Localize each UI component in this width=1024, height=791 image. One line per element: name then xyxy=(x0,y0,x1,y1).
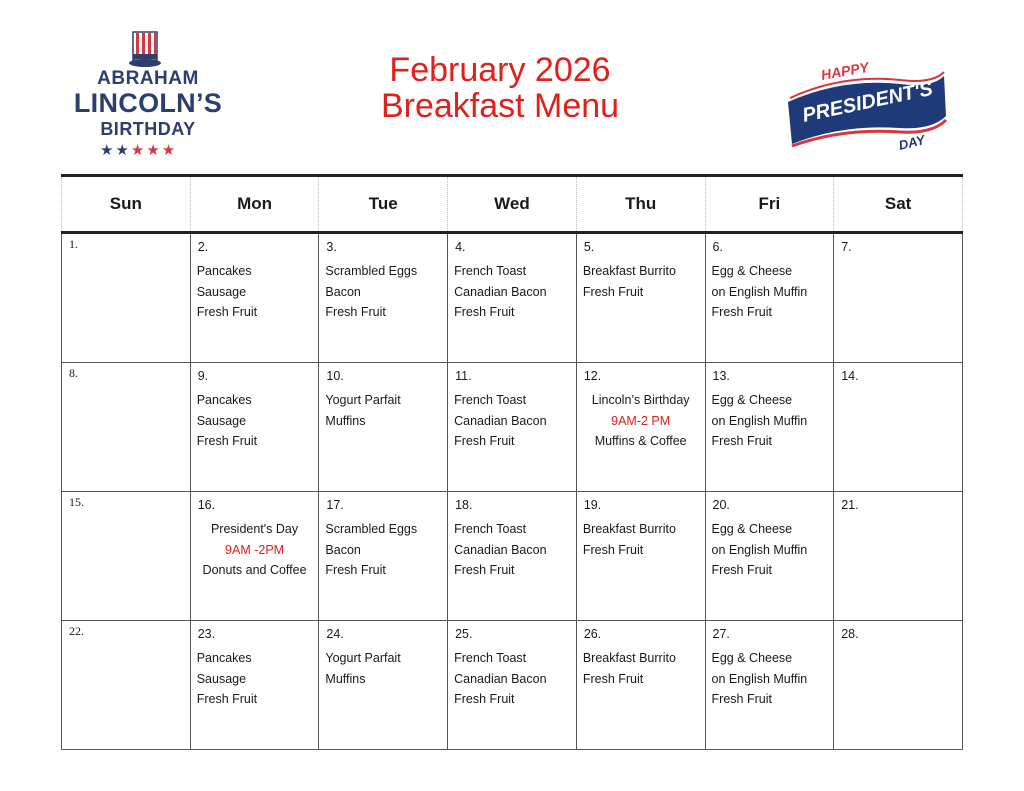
week-row xyxy=(62,621,963,750)
calendar-body xyxy=(62,233,963,750)
menu-items xyxy=(197,390,315,452)
lincoln-birthday-logo xyxy=(62,28,234,164)
menu-item: on English Muffin xyxy=(711,413,808,428)
menu-items xyxy=(197,648,315,710)
day-cell xyxy=(834,492,963,621)
day-number: 16. xyxy=(197,498,216,512)
menu-item: Breakfast Burrito xyxy=(582,264,676,278)
weekday-header: Fri xyxy=(705,176,834,233)
day-cell xyxy=(576,492,705,621)
day-cell xyxy=(319,621,448,750)
menu-item: Sausage xyxy=(196,413,247,428)
menu-items xyxy=(325,519,443,581)
menu-item: Bacon xyxy=(325,284,361,299)
menu-items xyxy=(325,648,443,689)
menu-item: Fresh Fruit xyxy=(582,671,644,686)
menu-items xyxy=(454,390,572,452)
menu-item: Donuts and Coffee xyxy=(202,563,307,578)
menu-item: Fresh Fruit xyxy=(711,563,772,578)
menu-item: Canadian Bacon xyxy=(454,542,547,557)
weekday-header: Wed xyxy=(448,176,577,233)
menu-item: Breakfast Burrito xyxy=(582,651,676,665)
menu-item: Scrambled Eggs xyxy=(325,264,418,278)
day-number: 24. xyxy=(326,627,344,641)
menu-item: Canadian Bacon xyxy=(454,413,547,428)
weekday-header: Mon xyxy=(190,176,319,233)
menu-item: Fresh Fruit xyxy=(711,692,772,707)
menu-item: Pancakes xyxy=(196,393,252,407)
menu-items xyxy=(712,261,830,323)
menu-item: Breakfast Burrito xyxy=(582,522,676,536)
day-number: 25. xyxy=(455,627,473,641)
menu-item: Fresh Fruit xyxy=(454,692,515,707)
day-cell xyxy=(190,363,319,492)
menu-items xyxy=(454,519,572,581)
day-number: 22. xyxy=(69,624,84,638)
day-cell xyxy=(834,363,963,492)
day-cell xyxy=(576,621,705,750)
uncle-sam-hat-icon xyxy=(128,30,162,70)
day-number: 3. xyxy=(326,240,337,254)
menu-item: on English Muffin xyxy=(711,542,808,557)
logo-text-lincolns: LINCOLN’S xyxy=(73,88,223,118)
menu-item: Fresh Fruit xyxy=(711,434,772,449)
stars-icon: ★★★★★ xyxy=(100,142,178,159)
day-number: 14. xyxy=(841,369,859,383)
day-cell xyxy=(62,363,191,492)
menu-items xyxy=(583,648,701,689)
menu-item: Muffins & Coffee xyxy=(594,434,687,449)
menu-item: Egg & Cheese xyxy=(711,264,793,278)
menu-item: Canadian Bacon xyxy=(454,671,547,686)
day-number: 27. xyxy=(712,627,730,641)
day-number: 1. xyxy=(69,237,78,251)
day-number: 12. xyxy=(583,369,602,383)
menu-item: Scrambled Eggs xyxy=(325,522,418,536)
menu-item: Fresh Fruit xyxy=(454,305,515,320)
day-number: 13. xyxy=(712,369,730,383)
day-number: 19. xyxy=(583,498,602,512)
happy-presidents-day-logo xyxy=(782,58,952,154)
menu-items xyxy=(583,261,701,302)
menu-items xyxy=(191,519,319,581)
day-number: 26. xyxy=(583,627,602,641)
menu-item: Sausage xyxy=(196,284,247,299)
day-cell xyxy=(705,233,834,363)
menu-items xyxy=(712,648,830,710)
menu-items xyxy=(325,390,443,431)
day-cell xyxy=(705,363,834,492)
menu-item: on English Muffin xyxy=(711,671,808,686)
menu-item: French Toast xyxy=(454,651,527,665)
menu-item: Fresh Fruit xyxy=(325,305,386,320)
day-cell xyxy=(62,492,191,621)
menu-item: Fresh Fruit xyxy=(196,305,258,320)
menu-item: Sausage xyxy=(196,671,247,686)
logo-text-abraham: ABRAHAM xyxy=(97,68,199,89)
menu-item: Fresh Fruit xyxy=(196,434,258,449)
logo-text-birthday: BIRTHDAY xyxy=(100,119,196,139)
week-row xyxy=(62,233,963,363)
day-cell xyxy=(190,492,319,621)
menu-calendar xyxy=(61,174,963,750)
weekday-header-row xyxy=(62,176,963,233)
menu-item: Bacon xyxy=(325,542,361,557)
day-cell xyxy=(576,233,705,363)
day-cell xyxy=(448,621,577,750)
menu-item: Lincoln’s Birthday xyxy=(591,393,690,407)
menu-item: Canadian Bacon xyxy=(454,284,547,299)
day-number: 6. xyxy=(712,240,723,254)
day-cell xyxy=(834,621,963,750)
menu-item: Egg & Cheese xyxy=(711,393,793,407)
menu-items xyxy=(712,519,830,581)
day-cell xyxy=(448,492,577,621)
menu-item: Fresh Fruit xyxy=(454,563,515,578)
menu-items xyxy=(577,390,705,452)
day-cell xyxy=(705,621,834,750)
menu-item: Muffins xyxy=(325,671,366,686)
menu-item: Yogurt Parfait xyxy=(325,393,401,407)
day-number: 20. xyxy=(712,498,730,512)
week-row xyxy=(62,492,963,621)
day-number: 21. xyxy=(841,498,859,512)
day-cell xyxy=(834,233,963,363)
day-cell xyxy=(190,233,319,363)
day-number: 23. xyxy=(197,627,216,641)
day-cell xyxy=(448,363,577,492)
logo-text-happy: HAPPY xyxy=(819,58,871,83)
day-number: 17. xyxy=(326,498,344,512)
day-number: 8. xyxy=(69,366,78,380)
menu-item: Fresh Fruit xyxy=(454,434,515,449)
week-row xyxy=(62,363,963,492)
day-number: 4. xyxy=(455,240,466,254)
day-cell xyxy=(319,492,448,621)
day-cell xyxy=(190,621,319,750)
weekday-header: Thu xyxy=(576,176,705,233)
weekday-header: Sat xyxy=(834,176,963,233)
event-time: 9AM -2PM xyxy=(225,542,285,557)
day-number: 9. xyxy=(197,369,209,383)
menu-item: Fresh Fruit xyxy=(196,692,258,707)
weekday-header: Tue xyxy=(319,176,448,233)
title-menu: Breakfast Menu xyxy=(380,87,620,125)
menu-items xyxy=(325,261,443,323)
menu-items xyxy=(454,261,572,323)
day-number: 11. xyxy=(455,369,472,383)
day-number: 28. xyxy=(841,627,859,641)
day-cell xyxy=(319,233,448,363)
menu-item: Pancakes xyxy=(196,651,252,665)
menu-item: Fresh Fruit xyxy=(325,563,386,578)
menu-item: Pancakes xyxy=(196,264,252,278)
title-month: February 2026 xyxy=(389,51,611,89)
menu-item: Fresh Fruit xyxy=(582,542,644,557)
menu-items xyxy=(454,648,572,710)
menu-item: French Toast xyxy=(454,264,527,278)
weekday-header: Sun xyxy=(62,176,191,233)
menu-item: Fresh Fruit xyxy=(711,305,772,320)
menu-item: Yogurt Parfait xyxy=(325,651,401,665)
event-time: 9AM-2 PM xyxy=(611,413,671,428)
menu-item: President's Day xyxy=(210,522,299,536)
menu-item: Muffins xyxy=(325,413,366,428)
logo-text-presidents: PRESIDENT'S xyxy=(800,77,935,127)
menu-item: French Toast xyxy=(454,522,527,536)
page-title xyxy=(300,52,700,124)
day-cell xyxy=(705,492,834,621)
day-number: 2. xyxy=(197,240,209,254)
day-cell xyxy=(576,363,705,492)
menu-items xyxy=(197,261,315,323)
menu-item: Fresh Fruit xyxy=(582,284,644,299)
day-cell xyxy=(62,233,191,363)
menu-items xyxy=(583,519,701,560)
day-number: 18. xyxy=(455,498,473,512)
menu-item: Egg & Cheese xyxy=(711,651,793,665)
day-cell xyxy=(319,363,448,492)
menu-item: French Toast xyxy=(454,393,527,407)
day-number: 10. xyxy=(326,369,344,383)
menu-items xyxy=(712,390,830,452)
menu-item: on English Muffin xyxy=(711,284,808,299)
logo-text-day: DAY xyxy=(897,131,927,153)
menu-item: Egg & Cheese xyxy=(711,522,793,536)
day-cell xyxy=(62,621,191,750)
day-cell xyxy=(448,233,577,363)
day-number: 5. xyxy=(583,240,595,254)
day-number: 15. xyxy=(69,495,84,509)
day-number: 7. xyxy=(841,240,852,254)
